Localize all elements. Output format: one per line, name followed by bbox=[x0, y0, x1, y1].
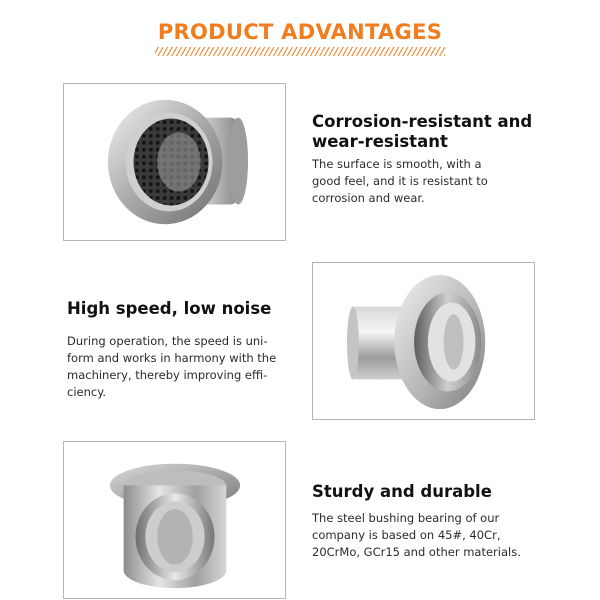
feature-2-heading: High speed, low noise bbox=[67, 299, 272, 318]
flanged-bushing-angled-image bbox=[64, 442, 285, 598]
product-photo-3 bbox=[63, 441, 286, 599]
feature-2-description: During operation, the speed is uni- form and works in harmony with the machinery, thereby improving effi- ciency. bbox=[67, 334, 277, 399]
feature-1-heading: Corrosion-resistant and wear-resistant bbox=[312, 112, 533, 151]
feature-3-heading: Sturdy and durable bbox=[312, 482, 492, 501]
title-underline-decoration bbox=[155, 47, 445, 56]
feature-1-description: The surface is smooth, with a good feel, and it is resistant to corrosion and wear. bbox=[312, 157, 488, 205]
product-photo-2 bbox=[312, 262, 535, 420]
flanged-bushing-front-image bbox=[64, 84, 285, 240]
product-photo-1 bbox=[63, 83, 286, 241]
flanged-bushing-side-image bbox=[313, 263, 534, 419]
page-title: PRODUCT ADVANTAGES bbox=[157, 20, 443, 44]
feature-3-description: The steel bushing bearing of our company is based on 45#, 40Cr, 20CrMo, GCr15 and other materials. bbox=[312, 511, 521, 559]
